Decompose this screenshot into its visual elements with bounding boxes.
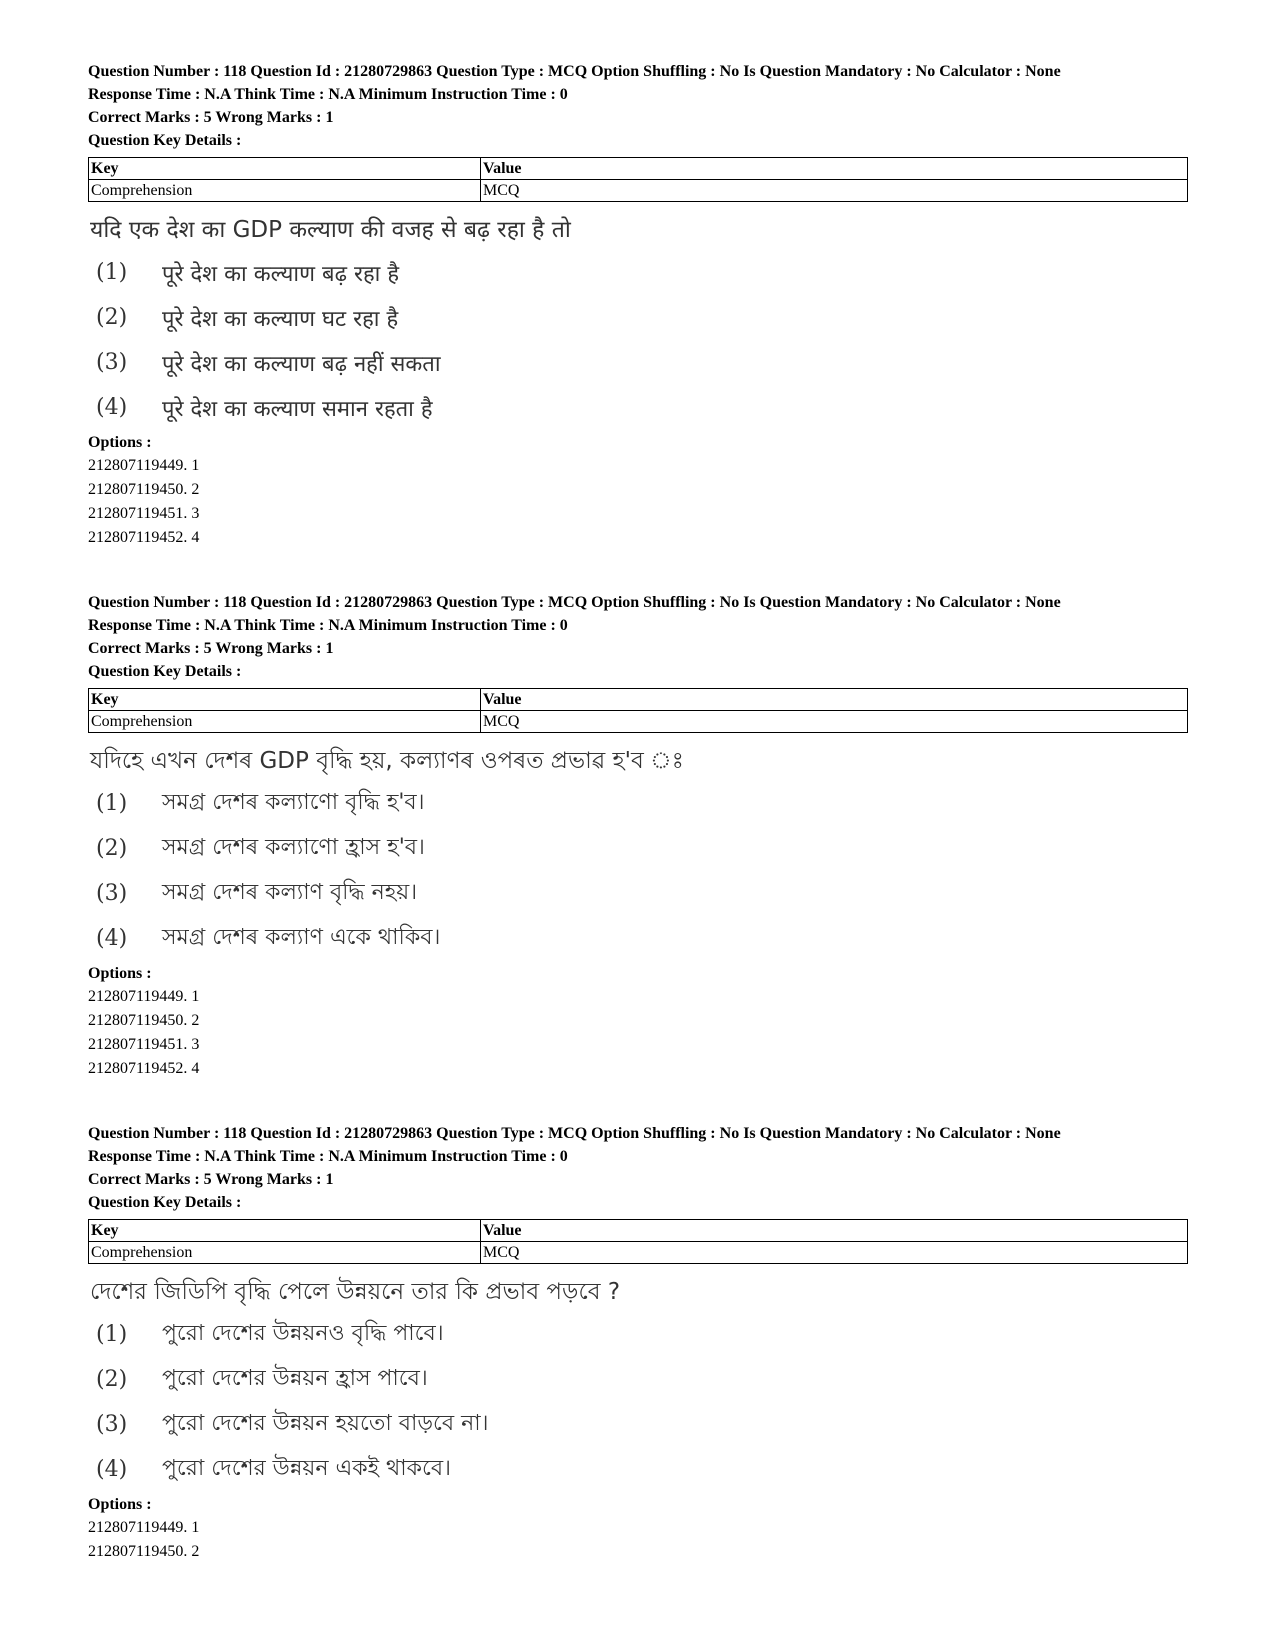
question-block-hindi: [88, 62, 1188, 550]
choice-item: [96, 385, 1188, 430]
choice-list: [96, 250, 1188, 430]
choice-number: (2): [96, 305, 128, 330]
marks-line: Correct Marks : 5 Wrong Marks : 1: [88, 640, 334, 657]
choice-number: (2): [96, 836, 128, 861]
choice-text: পুরো দেশের উন্নয়ন একই থাকবে।: [162, 1456, 451, 1481]
choice-number: (1): [96, 260, 128, 285]
options-label: Options :: [88, 1496, 152, 1513]
choice-text: সমগ্ৰ দেশৰ কল্যাণ একে থাকিব।: [162, 925, 441, 950]
value-cell: MCQ: [481, 1242, 1188, 1264]
choice-text: সমগ্ৰ দেশৰ কল্যাণো হ্ৰাস হ'ব।: [162, 835, 425, 860]
marks-line: Correct Marks : 5 Wrong Marks : 1: [88, 1171, 334, 1188]
question-text: যদিহে এখন দেশৰ GDP বৃদ্ধি হয়, কল্যাণৰ ওপৰত প্ৰভাৱ হ'ব ঃ: [90, 748, 684, 774]
choice-number: (1): [96, 1322, 128, 1347]
choice-item: [96, 340, 1188, 385]
question-meta-line: Question Number : 118 Question Id : 21280729863 Question Type : MCQ Option Shuffling : No Is Question Mandatory : No Calculator : None: [88, 1125, 1061, 1142]
value-header: Value: [481, 158, 1188, 180]
key-header: Key: [89, 158, 481, 180]
choice-text: पूरे देश का कल्याण समान रहता है: [162, 396, 433, 422]
value-header: Value: [481, 1220, 1188, 1242]
value-cell: MCQ: [481, 180, 1188, 202]
table-row: [89, 711, 1188, 733]
key-details-label: Question Key Details :: [88, 132, 242, 149]
choice-text: পুরো দেশের উন্নয়নও বৃদ্ধি পাবে।: [162, 1321, 444, 1346]
option-id-line: 212807119452. 4: [88, 529, 200, 546]
option-id-line: 212807119449. 1: [88, 1519, 200, 1536]
choice-number: (2): [96, 1367, 128, 1392]
table-header-row: [89, 689, 1188, 711]
choice-item: [96, 1402, 1188, 1447]
question-block-assamese: [88, 593, 1188, 1081]
choice-text: সমগ্ৰ দেশৰ কল্যাণো বৃদ্ধি হ'ব।: [162, 790, 425, 815]
choice-number: (4): [96, 395, 128, 420]
option-id-line: 212807119449. 1: [88, 457, 200, 474]
choice-text: পুরো দেশের উন্নয়ন হ্রাস পাবে।: [162, 1366, 428, 1391]
option-id-line: 212807119450. 2: [88, 1543, 200, 1560]
choice-item: [96, 781, 1188, 826]
question-meta-line: Question Number : 118 Question Id : 21280729863 Question Type : MCQ Option Shuffling : No Is Question Mandatory : No Calculator : None: [88, 63, 1061, 80]
choice-number: (4): [96, 926, 128, 951]
option-id-line: 212807119449. 1: [88, 988, 200, 1005]
question-timing-line: Response Time : N.A Think Time : N.A Minimum Instruction Time : 0: [88, 86, 568, 103]
question-timing-line: Response Time : N.A Think Time : N.A Minimum Instruction Time : 0: [88, 617, 568, 634]
choice-text: পুরো দেশের উন্নয়ন হয়তো বাড়বে না।: [162, 1411, 489, 1436]
choice-item: [96, 1447, 1188, 1492]
choice-item: [96, 916, 1188, 961]
key-header: Key: [89, 689, 481, 711]
choice-number: (3): [96, 881, 128, 906]
question-block-bengali: [88, 1124, 1188, 1564]
choice-number: (3): [96, 350, 128, 375]
choice-item: [96, 871, 1188, 916]
choice-list: [96, 1312, 1188, 1492]
choice-text: पूरे देश का कल्याण बढ़ नहीं सकता: [162, 351, 441, 377]
option-id-line: 212807119451. 3: [88, 1036, 200, 1053]
key-details-label: Question Key Details :: [88, 663, 242, 680]
choice-number: (3): [96, 1412, 128, 1437]
value-cell: MCQ: [481, 711, 1188, 733]
choice-text: पूरे देश का कल्याण बढ़ रहा है: [162, 261, 400, 287]
choice-number: (4): [96, 1457, 128, 1482]
value-header: Value: [481, 689, 1188, 711]
option-id-line: 212807119450. 2: [88, 481, 200, 498]
key-details-table: [88, 688, 1188, 733]
key-cell: Comprehension: [89, 1242, 481, 1264]
choice-item: [96, 826, 1188, 871]
choice-item: [96, 1312, 1188, 1357]
choice-item: [96, 1357, 1188, 1402]
key-cell: Comprehension: [89, 711, 481, 733]
key-cell: Comprehension: [89, 180, 481, 202]
table-header-row: [89, 1220, 1188, 1242]
key-details-label: Question Key Details :: [88, 1194, 242, 1211]
choice-item: [96, 295, 1188, 340]
marks-line: Correct Marks : 5 Wrong Marks : 1: [88, 109, 334, 126]
option-id-line: 212807119452. 4: [88, 1060, 200, 1077]
question-text: দেশের জিডিপি বৃদ্ধি পেলে উন্নয়নে তার কি প্রভাব পড়বে ?: [90, 1279, 621, 1305]
choice-list: [96, 781, 1188, 961]
option-id-line: 212807119450. 2: [88, 1012, 200, 1029]
choice-text: पूरे देश का कल्याण घट रहा है: [162, 306, 399, 332]
options-label: Options :: [88, 434, 152, 451]
choice-text: সমগ্ৰ দেশৰ কল্যাণ বৃদ্ধি নহয়।: [162, 880, 418, 905]
key-details-table: [88, 157, 1188, 202]
table-row: [89, 180, 1188, 202]
options-label: Options :: [88, 965, 152, 982]
question-text: यदि एक देश का GDP कल्याण की वजह से बढ़ रहा है तो: [90, 217, 571, 243]
table-row: [89, 1242, 1188, 1264]
choice-number: (1): [96, 791, 128, 816]
choice-item: [96, 250, 1188, 295]
option-id-line: 212807119451. 3: [88, 505, 200, 522]
key-details-table: [88, 1219, 1188, 1264]
question-timing-line: Response Time : N.A Think Time : N.A Minimum Instruction Time : 0: [88, 1148, 568, 1165]
key-header: Key: [89, 1220, 481, 1242]
question-meta-line: Question Number : 118 Question Id : 21280729863 Question Type : MCQ Option Shuffling : No Is Question Mandatory : No Calculator : None: [88, 594, 1061, 611]
table-header-row: [89, 158, 1188, 180]
